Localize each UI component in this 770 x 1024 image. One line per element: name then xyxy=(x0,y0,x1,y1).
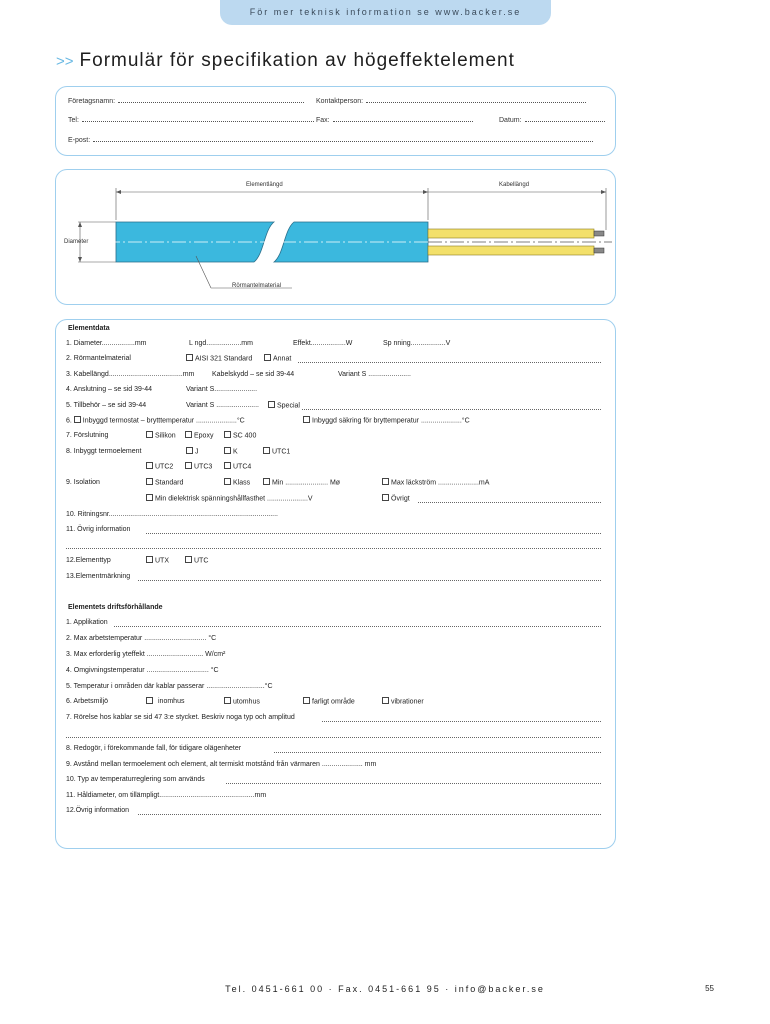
checkbox[interactable] xyxy=(185,431,192,438)
previous-issues-text: 8. Redogör, i förekommande fall, för tidigare olägenheter xyxy=(66,745,242,752)
connection-variant-field: Variant S...................... xyxy=(186,386,258,393)
vibration-option: vibrationer xyxy=(391,698,424,706)
other-isolation-option: Övrigt xyxy=(391,495,410,503)
checkbox[interactable] xyxy=(303,416,310,423)
cable-temp-row[interactable] xyxy=(66,683,273,690)
utx-option: UTX xyxy=(155,557,169,565)
thermostat-row[interactable] xyxy=(66,417,470,425)
heating-element-diagram xyxy=(56,170,613,302)
thermostat-option: Inbyggd termostat – brytttemperatur .....................°C xyxy=(82,417,245,425)
sheath-material-label: Rörmantelmaterial xyxy=(232,283,282,289)
hazardous-option: farligt område xyxy=(312,698,355,706)
contact-box xyxy=(55,86,616,156)
element-marking-row[interactable] xyxy=(66,573,130,580)
date-field[interactable] xyxy=(499,115,605,124)
element-length-label: Elementlängd xyxy=(246,182,283,188)
isolation-row[interactable] xyxy=(66,479,490,487)
checkbox[interactable] xyxy=(146,697,153,704)
element-data-heading: Elementdata xyxy=(68,325,110,332)
checkbox[interactable] xyxy=(264,354,271,361)
cable-protection-text: Kabelskydd – se sid 39-44 xyxy=(212,371,295,378)
checkbox[interactable] xyxy=(74,416,81,423)
utc1-option: UTC1 xyxy=(272,448,291,456)
application-row[interactable] xyxy=(66,619,108,626)
checkbox[interactable] xyxy=(146,556,153,563)
previous-issues-fill[interactable] xyxy=(274,745,601,753)
checkbox[interactable] xyxy=(382,697,389,704)
checkbox[interactable] xyxy=(382,494,389,501)
length-field: L ngd..................mm xyxy=(189,340,253,347)
sealing-row[interactable] xyxy=(66,432,257,440)
checkbox[interactable] xyxy=(268,401,275,408)
cable-motion-fill[interactable] xyxy=(322,714,601,722)
accessories-row[interactable] xyxy=(66,402,300,410)
checkbox[interactable] xyxy=(185,556,192,563)
surface-power-field: 3. Max erforderlig yteffekt ............................. W/cm² xyxy=(66,651,226,658)
checkbox[interactable] xyxy=(263,447,270,454)
drawing-number-row[interactable] xyxy=(66,511,278,518)
checkbox[interactable] xyxy=(146,431,153,438)
checkbox[interactable] xyxy=(186,354,193,361)
sc400-option: SC 400 xyxy=(233,432,257,440)
tel-label: Tel: xyxy=(68,117,79,124)
cable-motion-fill-2[interactable] xyxy=(66,730,601,738)
sheath-material-row[interactable] xyxy=(66,355,292,363)
sealing-text: 7. Förslutning xyxy=(66,432,109,439)
hole-diameter-field: 11. Håldiameter, om tillämpligt.................................................mm xyxy=(66,792,267,799)
checkbox[interactable] xyxy=(224,478,231,485)
utc4-option: UTC4 xyxy=(233,463,252,471)
operating-other-info-fill[interactable] xyxy=(138,807,601,815)
other-option: Annat xyxy=(273,355,292,363)
checkbox[interactable] xyxy=(303,697,310,704)
indoor-option: inomhus xyxy=(158,698,185,706)
title-text: Formulär för specifikation av högeffektelement xyxy=(79,50,515,71)
fuse-option: Inbyggd säkring för bryttemperatur .....................°C xyxy=(312,417,470,425)
epoxy-option: Epoxy xyxy=(194,432,214,440)
j-option: J xyxy=(195,448,199,456)
operating-other-info-row[interactable] xyxy=(66,807,129,814)
fax-label: Fax: xyxy=(316,117,330,124)
operating-heading: Elementets driftsförhållande xyxy=(68,604,163,611)
element-type-row[interactable] xyxy=(66,557,209,565)
page-title xyxy=(56,50,515,72)
sheath-fill[interactable] xyxy=(298,355,601,363)
element-type-text: 12.Elementtyp xyxy=(66,557,111,564)
accessories-text: 5. Tillbehör – se sid 39-44 xyxy=(66,402,147,409)
cable-length-label: Kabellängd xyxy=(499,182,530,188)
element-marking-text: 13.Elementmärkning xyxy=(66,573,131,580)
dielectric-option: Min dielektrisk spänningshållfasthet .....................V xyxy=(155,495,313,503)
contact-person-label: Kontaktperson: xyxy=(316,98,364,105)
checkbox[interactable] xyxy=(146,478,153,485)
connection-row[interactable] xyxy=(66,386,258,393)
environment-row[interactable] xyxy=(66,698,424,706)
utc-option: UTC xyxy=(194,557,209,565)
special-option: Special xyxy=(277,402,300,410)
diameter-row[interactable] xyxy=(66,340,451,347)
drawing-number-field: 10. Ritningsnr....................................................................................... xyxy=(66,511,279,518)
other-info-text: 11. Övrig information xyxy=(66,526,131,533)
checkbox[interactable] xyxy=(382,478,389,485)
connection-text: 4. Anslutning – se sid 39-44 xyxy=(66,386,153,393)
checkbox[interactable] xyxy=(224,447,231,454)
tel-field[interactable] xyxy=(68,115,314,124)
cable-variant-field: Variant S ...................... xyxy=(338,371,412,378)
max-leakage-option: Max läckström .....................mA xyxy=(391,479,490,487)
fax-field[interactable] xyxy=(316,115,473,124)
voltage-field: Sp nning..................V xyxy=(383,340,451,347)
cable-motion-text: 7. Rörelse hos kablar se sid 47 3:e stycket. Beskriv noga typ och amplitud xyxy=(66,714,295,721)
cable-temp-field: 5. Temperatur i områden där kablar passerar ..............................°C xyxy=(66,683,273,690)
hole-diameter-row[interactable] xyxy=(66,792,266,799)
header-bar: För mer teknisk information se www.backer.se xyxy=(220,0,551,25)
other-isolation-fill[interactable] xyxy=(418,495,601,503)
utc2-option: UTC2 xyxy=(155,463,174,471)
utc3-option: UTC3 xyxy=(194,463,213,471)
thermostat-num: 6. xyxy=(66,417,72,425)
checkbox[interactable] xyxy=(186,447,193,454)
surface-power-row[interactable] xyxy=(66,651,225,658)
title-arrow: >> xyxy=(56,53,74,70)
regulation-fill[interactable] xyxy=(226,776,601,784)
application-fill[interactable] xyxy=(114,619,601,627)
checkbox[interactable] xyxy=(224,431,231,438)
thermocouple-text: 8. Inbyggt termoelement xyxy=(66,448,142,455)
diagram-box xyxy=(55,169,616,305)
element-marking-fill[interactable] xyxy=(138,573,601,581)
company-label: Företagsnamn: xyxy=(68,98,116,105)
contact-person-field[interactable] xyxy=(316,96,586,105)
max-temp-row[interactable] xyxy=(66,635,216,642)
regulation-row[interactable] xyxy=(66,776,205,783)
company-field[interactable] xyxy=(68,96,304,105)
power-field: Effekt..................W xyxy=(293,340,353,347)
diameter-field: 1. Diameter.................mm xyxy=(66,340,147,347)
application-text: 1. Applikation xyxy=(66,619,108,626)
isolation-text: 9. Isolation xyxy=(66,479,100,486)
thermocouple-row[interactable] xyxy=(66,448,291,456)
min-option: Min ...................... Mø xyxy=(272,479,341,487)
operating-other-info-text: 12.Övrig information xyxy=(66,807,130,814)
max-temp-field: 2. Max arbetstemperatur ................................ °C xyxy=(66,635,217,642)
standard-option: Standard xyxy=(155,479,184,487)
ambient-temp-field: 4. Omgivningstemperatur ................................ °C xyxy=(66,667,219,674)
aisi-option: AISI 321 Standard xyxy=(195,355,253,363)
checkbox[interactable] xyxy=(224,697,231,704)
cable-motion-row[interactable] xyxy=(66,714,295,721)
checkbox[interactable] xyxy=(263,478,270,485)
special-fill[interactable] xyxy=(302,402,601,410)
email-field[interactable] xyxy=(68,135,593,144)
previous-issues-row[interactable] xyxy=(66,745,241,752)
sheath-material-text: 2. Rörmantelmaterial xyxy=(66,355,131,362)
other-info-fill-2[interactable] xyxy=(66,541,601,549)
environment-text: 6. Arbetsmiljö xyxy=(66,698,109,705)
regulation-text: 10. Typ av temperaturreglering som används xyxy=(66,776,205,783)
checkbox[interactable] xyxy=(224,462,231,469)
cable-length-row[interactable] xyxy=(66,371,412,378)
distance-field: 9. Avstånd mellan termoelement och element, alt termiskt motstånd från värmaren ..................... mm xyxy=(66,761,377,768)
footer-contact: Tel. 0451-661 00 · Fax. 0451-661 95 · info@backer.se xyxy=(225,984,545,994)
cable-length-field: 3. Kabellängd......................................mm xyxy=(66,371,195,378)
element-data-box xyxy=(55,319,616,849)
outdoor-option: utomhus xyxy=(233,698,260,706)
class-option: Klass xyxy=(233,479,251,487)
diameter-label: Diameter xyxy=(64,239,89,245)
email-label: E-post: xyxy=(68,137,91,144)
checkbox[interactable] xyxy=(146,494,153,501)
other-info-fill[interactable] xyxy=(146,526,601,534)
k-option: K xyxy=(233,448,238,456)
distance-row[interactable] xyxy=(66,761,376,768)
silicone-option: Silikon xyxy=(155,432,176,440)
accessories-variant-field: Variant S ...................... xyxy=(186,402,260,409)
checkbox[interactable] xyxy=(185,462,192,469)
other-info-row[interactable] xyxy=(66,526,130,533)
checkbox[interactable] xyxy=(146,462,153,469)
ambient-temp-row[interactable] xyxy=(66,667,219,674)
page-number: 55 xyxy=(705,984,714,993)
date-label: Datum: xyxy=(499,117,522,124)
